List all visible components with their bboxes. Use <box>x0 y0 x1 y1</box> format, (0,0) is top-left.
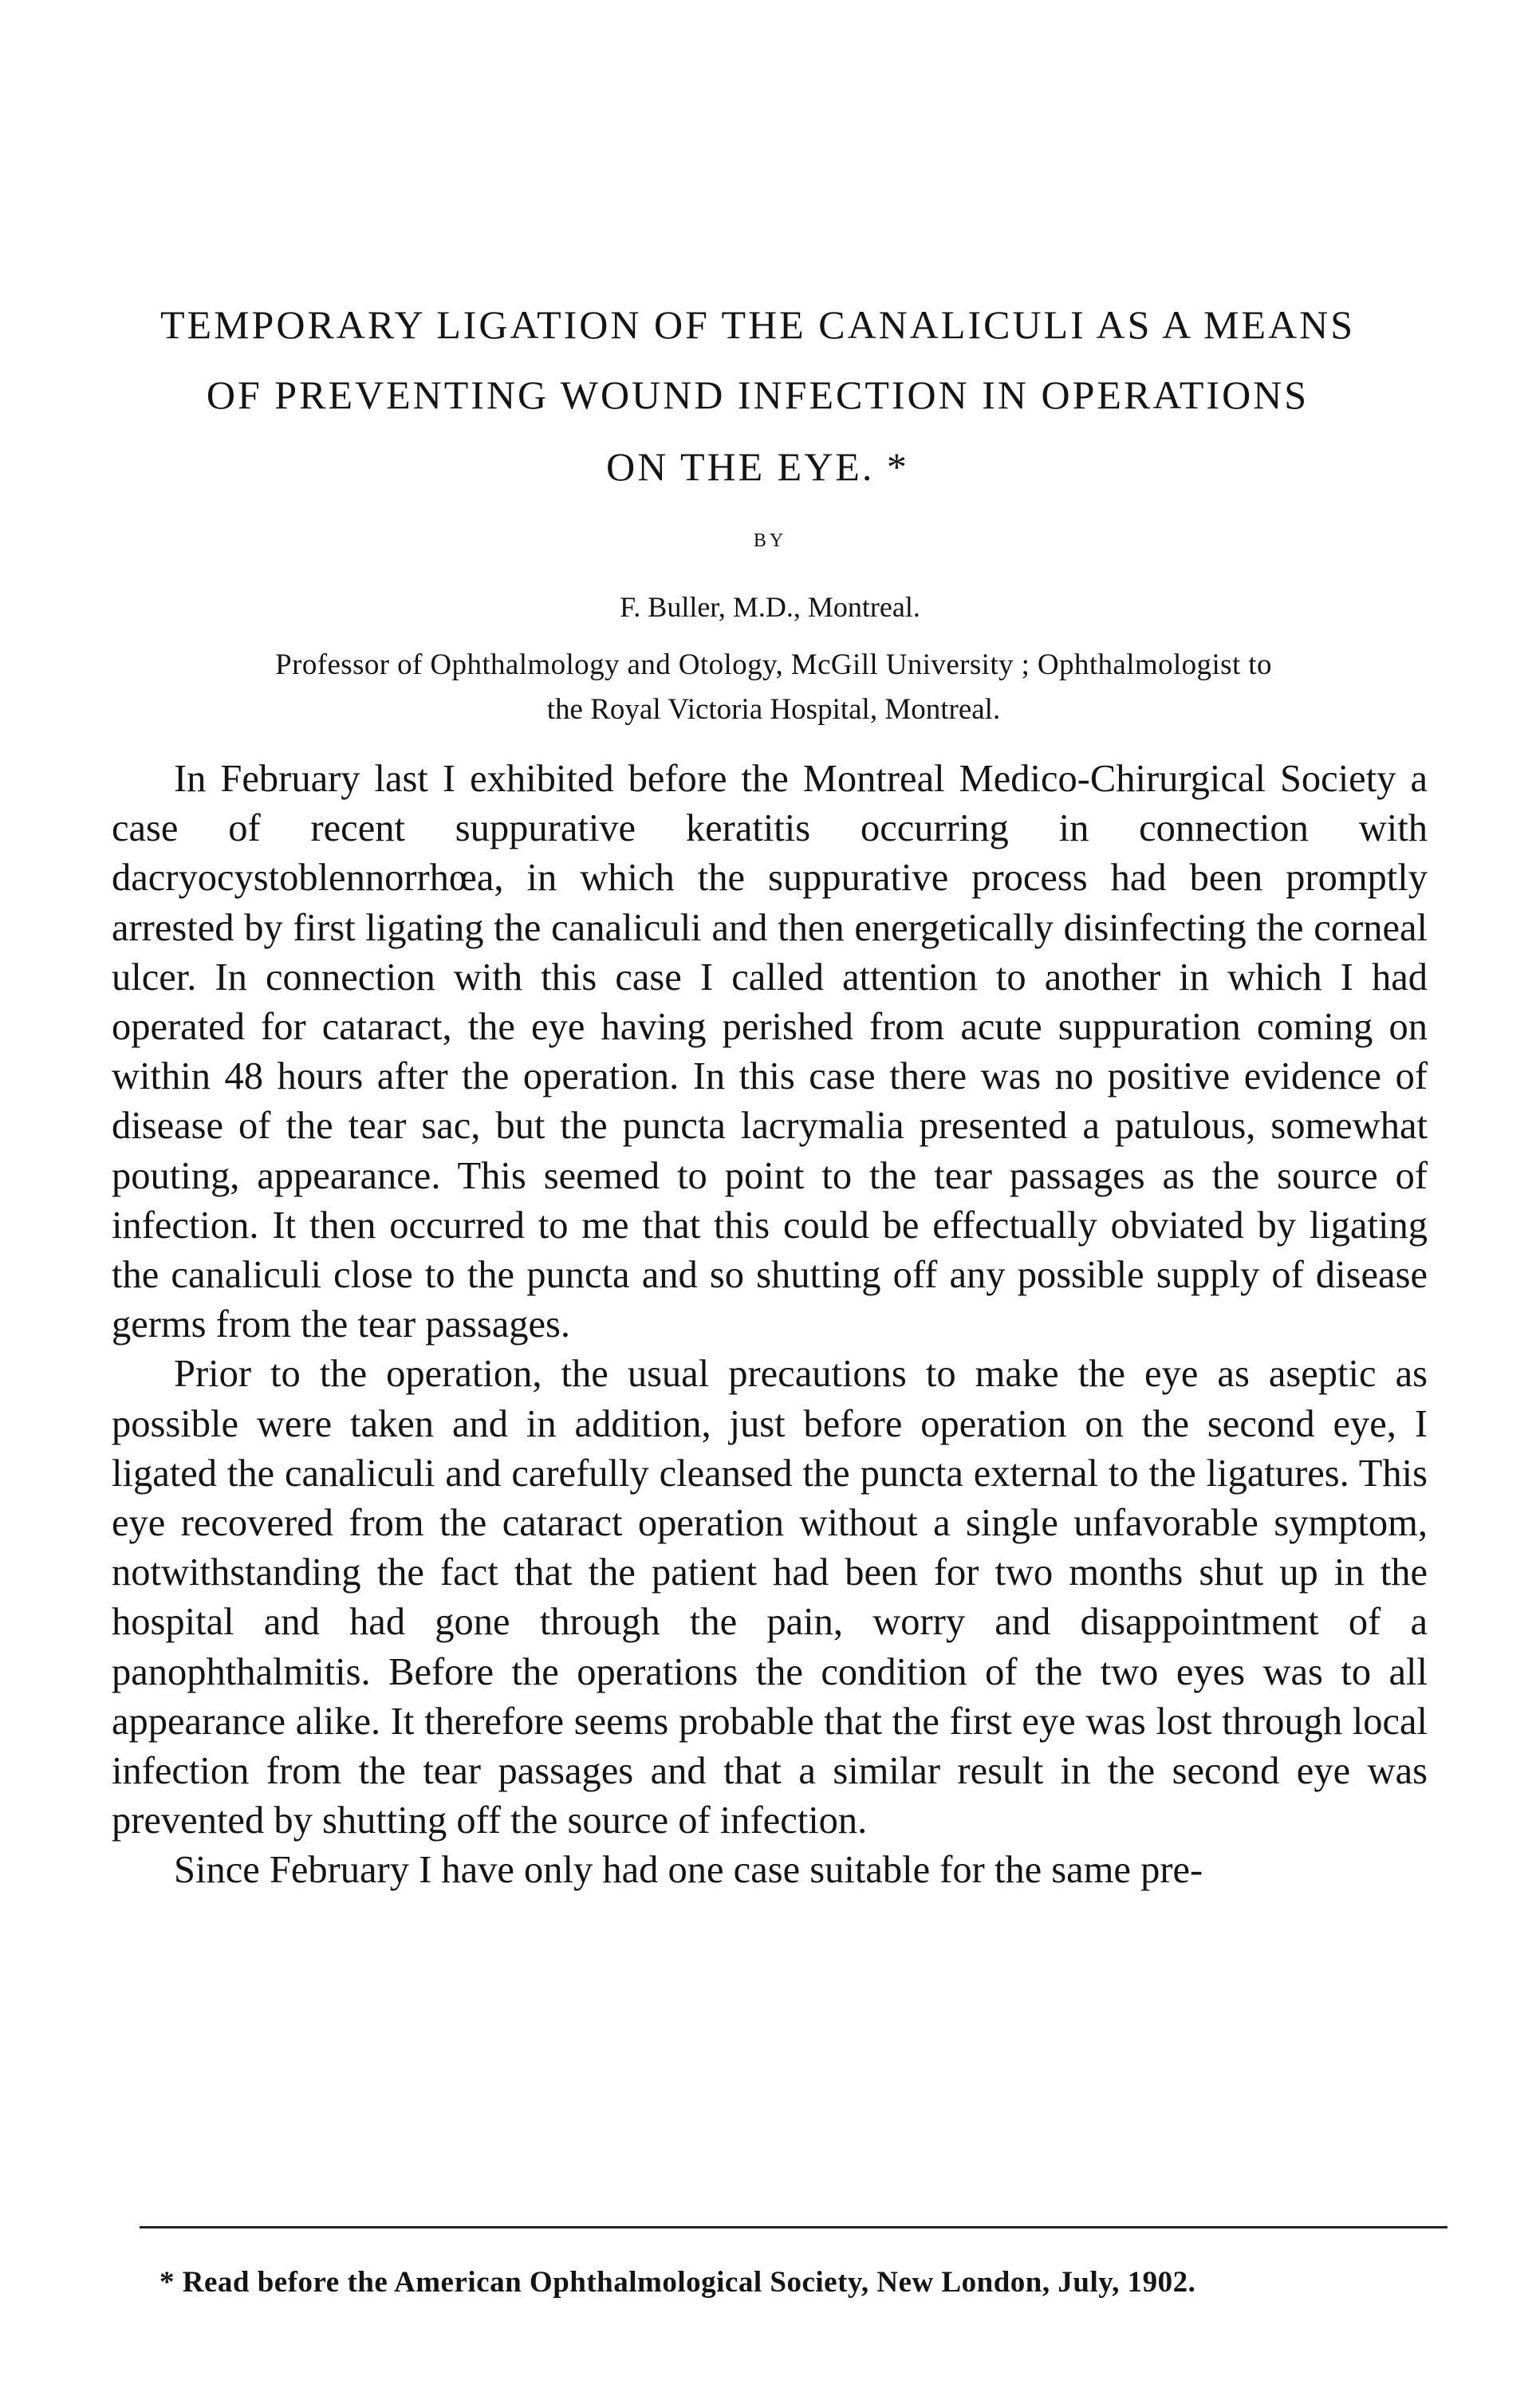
author-affiliation-line-1: Professor of Ophthalmology and Otology, McGill University ; Ophthalmologist to <box>275 648 1272 681</box>
article-title-line-3: ON THE EYE. * <box>606 444 909 489</box>
body-paragraph-1: In February last I exhibited before the Montreal Medico-Chirurgical Society a case of recent suppurative keratitis occurring in connection with dacryocystoblennorrhœa, in which the suppurative process had been promptly arrested by first ligating the canaliculi and then energetically disinfecting the corneal ulcer. In connection with this case I called attention to another in which I had operated for cataract, the eye having perished from acute suppuration coming on within 48 hours after the operation. In this case there was no positive evidence of disease of the tear sac, but the puncta lacrymalia presented a patulous, somewhat pouting, appearance. This seemed to point to the tear passages as the source of infection. It then occurred to me that this could be effectually obviated by ligating the canaliculi close to the puncta and so shutting off any possible supply of disease germs from the tear passages. <box>112 758 1428 1346</box>
article-body <box>112 755 1428 1896</box>
body-paragraph-2: Prior to the operation, the usual precautions to make the eye as aseptic as possible were taken and in addition, just before operation on the second eye, I ligated the canaliculi and carefully cleansed the puncta external to the ligatures. This eye recovered from the cataract operation without a single unfavorable symptom, notwithstanding the fact that the patient had been for two months shut up in the hospital and had gone through the pain, worry and disappointment of a panophthalmitis. Before the operations the condition of the two eyes was to all appearance alike. It therefore seems probable that the first eye was lost through local infection from the tear passages and that a similar result in the second eye was prevented by shutting off the source of infection. <box>112 1353 1428 1842</box>
article-title-line-2: OF PREVENTING WOUND INFECTION IN OPERATIONS <box>206 372 1310 417</box>
footnote-divider <box>140 2226 1447 2228</box>
article-title-line-1: TEMPORARY LIGATION OF THE CANALICULI AS A MEANS <box>160 302 1356 347</box>
body-paragraph-3: Since February I have only had one case suitable for the same pre- <box>174 1849 1203 1892</box>
byline: BY <box>753 530 787 551</box>
footnote: * Read before the American Ophthalmological Society, New London, July, 1902. <box>160 2266 1196 2299</box>
author-affiliation-line-2: the Royal Victoria Hospital, Montreal. <box>546 693 1001 726</box>
author-name: F. Buller, M.D., Montreal. <box>620 591 920 623</box>
